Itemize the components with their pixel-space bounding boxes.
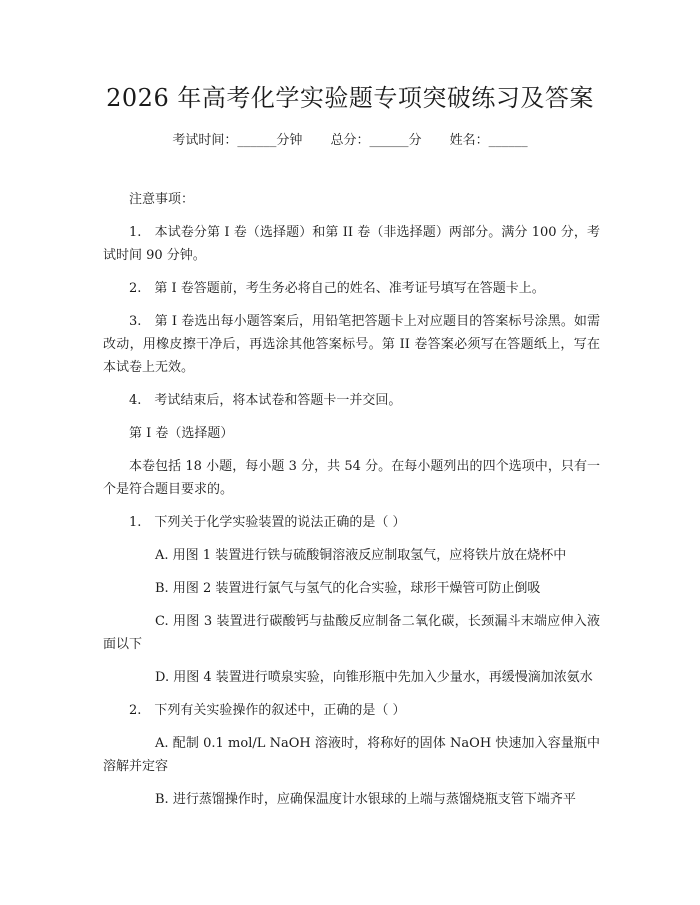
section-intro: 本卷包括 18 小题，每小题 3 分，共 54 分。在每小题列出的四个选项中，只有一个是符合题目要求的。 — [103, 459, 600, 497]
question-option: A. 用图 1 装置进行铁与硫酸铜溶液反应制取氢气，应将铁片放在烧杯中 — [155, 548, 567, 563]
exam-meta — [0, 131, 700, 151]
exam-body — [103, 188, 600, 821]
question-option: D. 用图 4 装置进行喷泉实验，向锥形瓶中先加入少量水，再缓慢滴加浓氨水 — [155, 670, 593, 685]
question-option: B. 进行蒸馏操作时，应确保温度计水银球的上端与蒸馏烧瓶支管下端齐平 — [155, 792, 576, 807]
notice-item: 4. 考试结束后，将本试卷和答题卡一并交回。 — [129, 393, 402, 408]
question-stem: 1. 下列关于化学实验装置的说法正确的是（ ） — [129, 515, 406, 530]
notice-heading: 注意事项： — [129, 192, 195, 207]
question-option: C. 用图 3 装置进行碳酸钙与盐酸反应制备二氧化碳，长颈漏斗末端应伸入液面以下 — [103, 614, 600, 652]
notice-item: 1. 本试卷分第 I 卷（选择题）和第 II 卷（非选择题）两部分。满分 100 分，考试时间 90 分钟。 — [103, 225, 600, 263]
question-stem: 2. 下列有关实验操作的叙述中，正确的是（ ） — [129, 703, 406, 718]
exam-time: 考试时间：______分钟 — [172, 133, 303, 148]
total-score: 总分：______分 — [330, 133, 422, 148]
question-option: A. 配制 0.1 mol/L NaOH 溶液时，将称好的固体 NaOH 快速加入容量瓶中溶解并定容 — [103, 736, 600, 774]
student-name: 姓名：______ — [449, 133, 528, 148]
notice-item: 3. 第 I 卷选出每小题答案后，用铅笔把答题卡上对应题目的答案标号涂黑。如需改动，用橡皮擦干净后，再选涂其他答案标号。第 II 卷答案必须写在答题纸上，写在本试卷上无效。 — [103, 314, 600, 375]
notice-item: 2. 第 I 卷答题前，考生务必将自己的姓名、准考证号填写在答题卡上。 — [129, 281, 545, 296]
section-heading: 第 I 卷（选择题） — [129, 426, 234, 441]
page-title: 2026 年高考化学实验题专项突破练习及答案 — [106, 84, 594, 112]
question-option: B. 用图 2 装置进行氯气与氢气的化合实验，球形干燥管可防止倒吸 — [155, 581, 541, 596]
